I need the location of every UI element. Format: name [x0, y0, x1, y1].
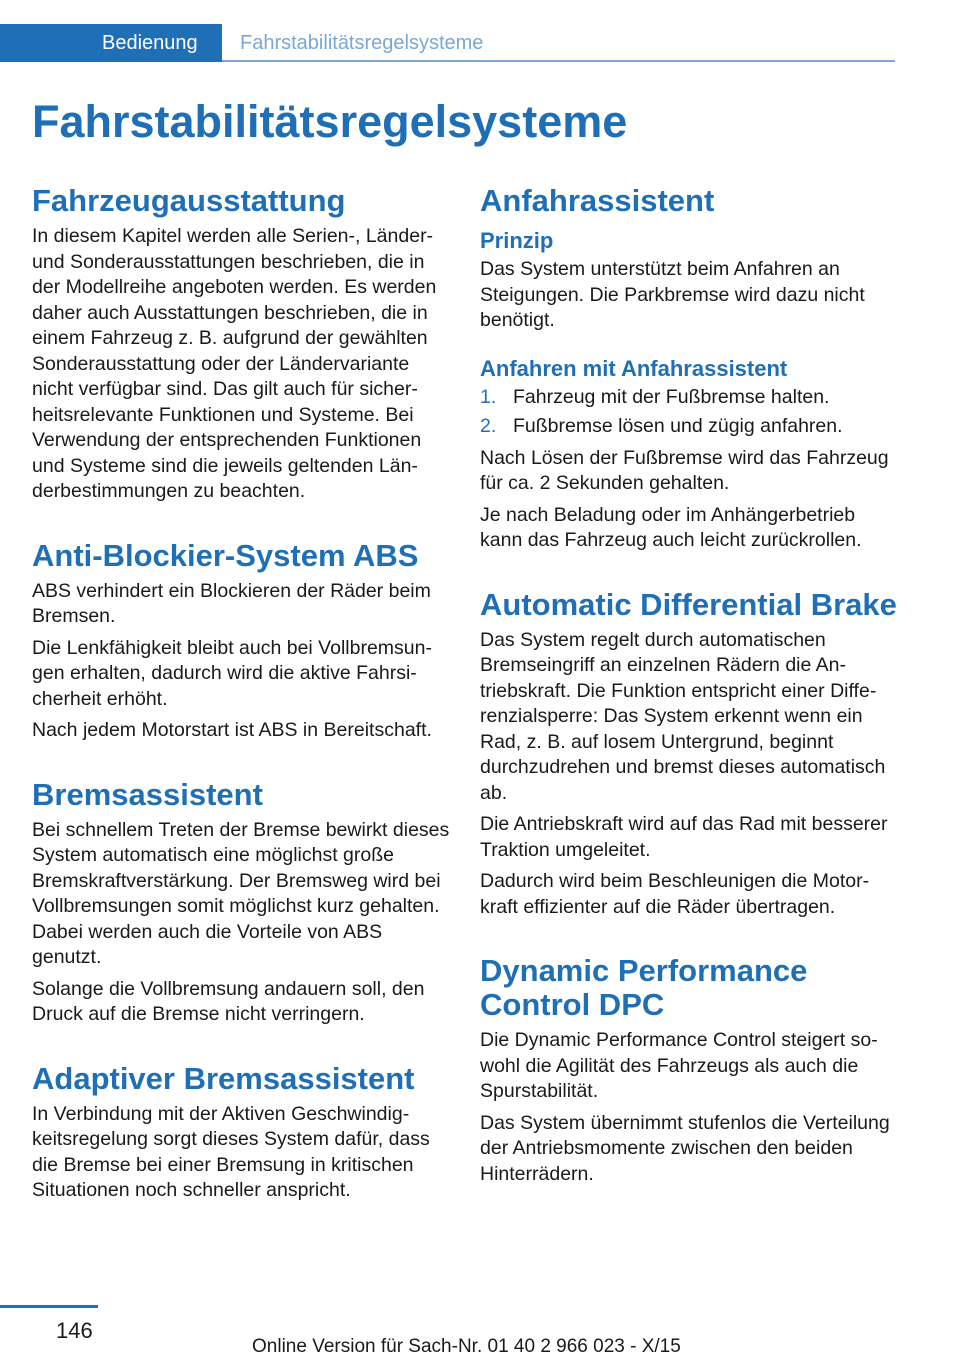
paragraph: Die Dynamic Performance Control steigert sowohl die Agilität des Fahrzeugs als auch die Spurstabilität.	[480, 1029, 878, 1102]
section-heading-adaptiver-bremsassistent: Adaptiver Bremsassistent	[32, 1060, 415, 1096]
paragraph: Dadurch wird beim Beschleunigen die Motorkraft effizienter auf die Räder übertragen.	[480, 870, 870, 918]
subheading-prinzip: Prinzip	[480, 228, 554, 253]
step-number: 1.	[480, 385, 497, 408]
subheading-anfahren: Anfahren mit Anfahrassistent	[480, 355, 788, 381]
left-column	[32, 184, 450, 1210]
paragraph: Die Antriebskraft wird auf das Rad mit besserer Traktion umgeleitet.	[480, 813, 888, 861]
right-column	[480, 184, 898, 1193]
paragraph: Die Lenkfähigkeit bleibt auch bei Vollbremsungen erhalten, dadurch wird die aktive Fahrsicherheit erhöht.	[32, 636, 432, 710]
page-number: 146	[56, 1318, 93, 1343]
paragraph: ABS verhindert ein Blockieren der Räder beim Bremsen.	[32, 579, 431, 627]
paragraph: Solange die Vollbremsung andauern soll, den Druck auf die Bremse nicht verringern.	[32, 977, 425, 1025]
paragraph: Das System regelt durch automatischen Bremseingriff an einzelnen Rädern die Antriebskraft. Die Funktion entspricht einer Differenzialsperre: Das System erkennt wenn ein Rad, z. B. auf losem Untergrund, beginnt durchzudrehen und bremst dieses automatisch ab.	[480, 628, 886, 804]
paragraph: In diesem Kapitel werden alle Serien-, Länder- und Sonderausstattungen beschrieben, die in der Modellreihe angeboten werden. Es werden daher auch Ausstattungen beschrieben, die in einem Fahrzeug z. B. aufgrund der gewählten Sonderausstattung oder der Ländervariante nicht verfügbar sind. Das gilt auch für sicherheitsrelevante Funktionen und Systeme. Bei Verwendung der entsprechenden Funktionen und Systeme sind die jeweils geltenden Länderbestimmungen zu beachten.	[32, 225, 437, 502]
paragraph: Das System unterstützt beim Anfahren an Steigungen. Die Parkbremse wird dazu nicht benötigt.	[480, 258, 865, 331]
list-item	[480, 385, 898, 411]
paragraph: Je nach Beladung oder im Anhängerbetrieb kann das Fahrzeug auch leicht zurückrollen.	[480, 503, 862, 551]
step-text: Fußbremse lösen und zügig anfahren.	[513, 415, 843, 437]
paragraph: In Verbindung mit der Aktiven Geschwindigkeitsregelung sorgt dieses System dafür, dass die Bremse bei einer Bremsung in kritischen Situationen noch schneller anspricht.	[32, 1102, 430, 1201]
section-heading-abs: Anti-Blockier-System ABS	[32, 537, 419, 573]
footer-online-version: Online Version für Sach-Nr. 01 40 2 966 023 - X/15	[252, 1336, 681, 1357]
paragraph: Das System übernimmt stufenlos die Verteilung der Antriebsmomente zwischen den beiden Hinterrädern.	[480, 1111, 890, 1185]
step-text: Fahrzeug mit der Fußbremse halten.	[513, 385, 830, 408]
section-heading-dpc: Dynamic Performance Control DPC	[480, 953, 808, 1022]
list-item	[480, 414, 898, 440]
footer-accent-line	[0, 1305, 98, 1308]
paragraph: Nach jedem Motorstart ist ABS in Bereitschaft.	[32, 719, 432, 741]
header-tab-bar	[0, 24, 895, 62]
tab-section-title[interactable]: Fahrstabilitätsregelsysteme	[240, 32, 484, 54]
paragraph: Nach Lösen der Fußbremse wird das Fahrzeug für ca. 2 Sekunden gehalten.	[480, 446, 889, 494]
step-number: 2.	[480, 415, 497, 437]
section-heading-adb: Automatic Differential Brake	[480, 586, 897, 622]
tab-bedienung[interactable]: Bedienung	[0, 24, 222, 62]
section-heading-anfahrassistent: Anfahrassistent	[480, 183, 715, 218]
header-divider	[222, 60, 895, 62]
page-title: Fahrstabilitätsregelsysteme	[32, 96, 628, 147]
section-heading-bremsassistent: Bremsassistent	[32, 776, 263, 812]
paragraph: Bei schnellem Treten der Bremse bewirkt dieses System automatisch eine möglichst große Bremskraftverstärkung. Der Bremsweg wird bei Vollbremsungen somit möglichst kurz gehalten. Dabei werden auch die Vorteile von ABS genutzt.	[32, 818, 450, 968]
section-heading-fahrzeugausstattung: Fahrzeugausstattung	[32, 183, 346, 218]
step-list	[480, 385, 898, 440]
